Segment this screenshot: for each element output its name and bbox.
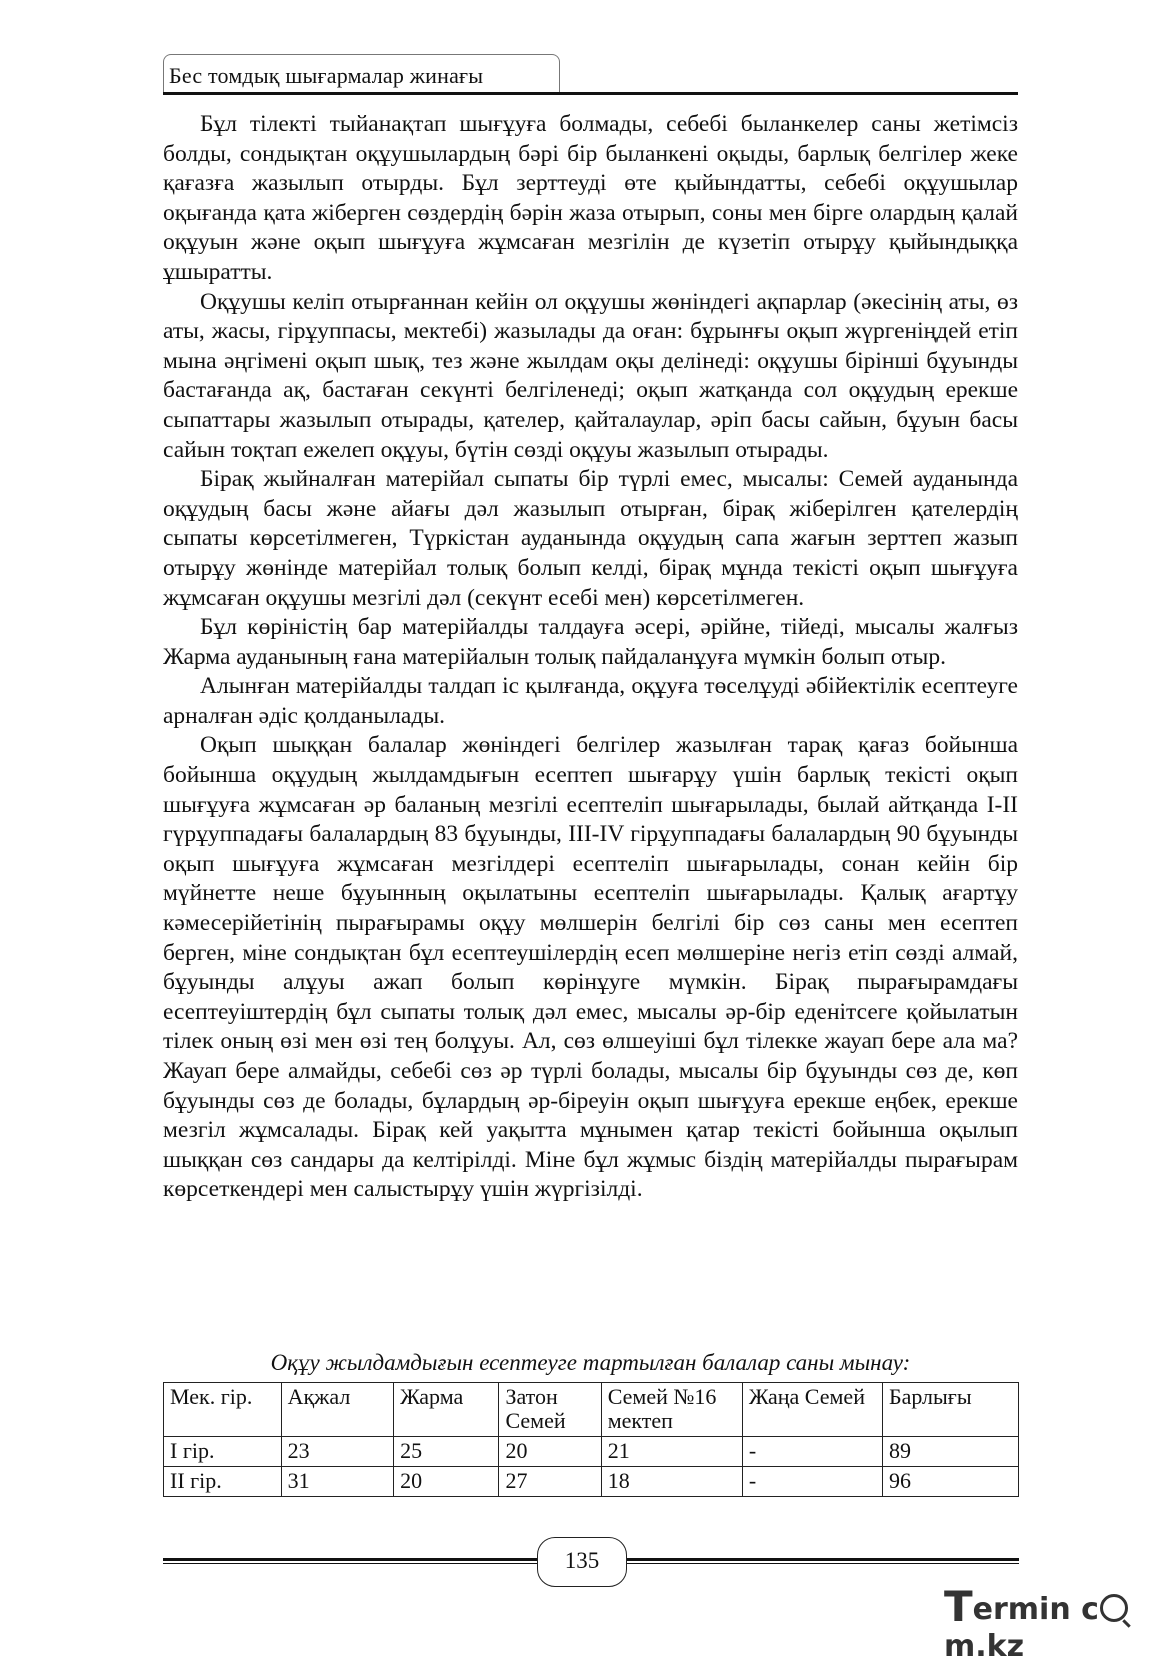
footer-rule-left	[163, 1558, 537, 1561]
table-header-cell: Барлығы	[882, 1383, 1018, 1437]
table-cell: 20	[394, 1467, 499, 1497]
running-header	[163, 54, 1018, 94]
table-cell: 96	[882, 1467, 1018, 1497]
paragraph: Бірақ жыйналған матерійал сыпаты бір түрлі емес, мысалы: Семей ауданында оқұудың басы және айағы дәл жазылып отырған, бірақ жіберілген қателердің сыпаты көрсетілмеген, Түркістан ауданында оқұудың сапа жағын зерттеп жазып отырұу жөнінде матерійал толық болып келді, бірақ мұнда текісті оқып шығұуға жұмсаған оқұушы мезгілі дәл (секүнт есебі мен) көрсетілмеген.	[163, 466, 1018, 611]
table-caption: Оқұу жылдамдығын есептеуге тартылған балалар саны мынау:	[270, 1350, 911, 1375]
table-row	[164, 1467, 1019, 1497]
paragraph: Оқұушы келіп отырғаннан кейін ол оқұушы жөніндегі ақпарлар (әкесінің аты, өз аты, жасы, гірұуппасы, мектебі) жазылады да оған: бұрынғы оқып жүргеніңдей етіп мына әңгімені оқып шық, тез және жылдам оқы делінеді: оқұушы бірінші бұуынды бастағанда ақ, бастаған секүнті белгіленеді; оқып жатқанда сол оқұудың ерекше сыпаттары жазылып отырады, қателер, қайталаулар, әріп басы сайын, бұуын басы сайын тоқтап ежелеп оқұуы, бүтін сөзді оқұуы жазылып отырады.	[163, 288, 1018, 463]
table-cell: 21	[601, 1437, 742, 1467]
table-cell: 18	[601, 1467, 742, 1497]
table-header-row	[164, 1383, 1019, 1437]
header-rule	[163, 92, 1018, 95]
header-title: Бес томдық шығармалар жинағы	[169, 63, 484, 88]
table-cell: II гір.	[164, 1467, 282, 1497]
table-cell: 23	[281, 1437, 394, 1467]
footer-rule-right-thin	[625, 1563, 1019, 1564]
footer-rule-left-thin	[163, 1563, 537, 1564]
footer-rule-right	[625, 1558, 1019, 1561]
watermark-logo: Termin cm.kz	[944, 1580, 1144, 1630]
table-cell: 89	[882, 1437, 1018, 1467]
table-header-cell: Семей №16 мектеп	[601, 1383, 742, 1437]
table-header-cell: Жарма	[394, 1383, 499, 1437]
table-cell: 20	[499, 1437, 601, 1467]
table-header-cell: Затон Семей	[499, 1383, 601, 1437]
paragraph: Бұл көріністің бар матерійалды талдауға әсері, әрійне, тійеді, мысалы жалғыз Жарма ауданының ғана матерійалын толық пайдаланұуға мүмкін болып отыр.	[163, 614, 1018, 670]
data-table	[163, 1382, 1019, 1497]
page-number: 135	[537, 1537, 627, 1587]
table-header-cell: Мек. гір.	[164, 1383, 282, 1437]
table-header-cell: Ақжал	[281, 1383, 394, 1437]
paragraph: Оқып шыққан балалар жөніндегі белгілер жазылған тарақ қағаз бойынша бойынша оқұудың жылдамдығын есептеп шығарұу үшін барлық текісті оқып шығұуға жұмсаған әр баланың мезгілі есептеліп шығарылады, былай айтқанда I-II гүрұуппадағы балалардың 83 бұуынды, III-IV гірұуппадағы балалардың 90 бұуынды оқып шығұуға жұмсаған мезгілдері есептеліп шығарылады, сонан кейін бір мүйнетте неше бұуынның оқылатыны есептеліп шығарылады. Қалық ағартұу кәмесерійетінің пырағырамы оқұу мөлшерін белгілі бір сөз саны мен есептеп берген, міне сондықтан бұл есептеушілердің есеп мөлшеріне негіз етіп сөзді алмай, бұуынды алұуы ажап болып көрінұуге мүмкін. Бірақ пырағырамдағы есептеуіштердің бұл сыпаты толық дәл емес, мысалы әр-бір еденітсеге қойылатын тілек оның өзі мен өзі тең болұуы. Ал, сөз өлшеуіші бұл тілекке жауап бере ала ма? Жауап бере алмайды, себебі сөз әр түрлі болады, мысалы бір бұуынды сөз де, көп бұуынды сөз де болады, бұлардың әр-біреуін оқып шығұуға ерекше еңбек, ерекше мезгіл жұмсалады. Бірақ кей уақытта мұнымен қатар текісті бойынша оқылып шыққан сөз сандары да келтірілді. Міне бұл жұмыс біздің матерійалды пырағырам көрсеткендері мен салыстырұу үшін жүргізілді.	[163, 732, 1018, 1203]
paragraph: Алынған матерійалды талдап іс қылғанда, оқұуға төселұуді әбійектілік есептеуге арналған әдіс қолданылады.	[163, 673, 1018, 729]
paragraph: Бұл тілекті тыйанақтап шығұуға болмады, себебі быланкелер саны жетімсіз болды, сондықтан оқұушылардың бәрі бір быланкені оқыды, барлық белгілер жеке қағазға жазылып отырды. Бұл зерттеуді өте қыйындатты, себебі оқұушылар оқығанда қата жіберген сөздердің бәрін жаза отырып, соны мен бірге олардың қалай оқұуын және оқып шығұуға жұмсаған мезгілін де күзетіп отырұу қыйындыққа ұшыратты.	[163, 111, 1018, 285]
magnifier-icon	[1100, 1594, 1128, 1622]
table-cell: I гір.	[164, 1437, 282, 1467]
table-header-cell: Жаңа Семей	[742, 1383, 882, 1437]
table-cell: 25	[394, 1437, 499, 1467]
table-cell: 27	[499, 1467, 601, 1497]
table-row	[164, 1437, 1019, 1467]
table-cell: -	[742, 1467, 882, 1497]
table-cell: -	[742, 1437, 882, 1467]
body-text	[163, 110, 1018, 1205]
table-cell: 31	[281, 1467, 394, 1497]
